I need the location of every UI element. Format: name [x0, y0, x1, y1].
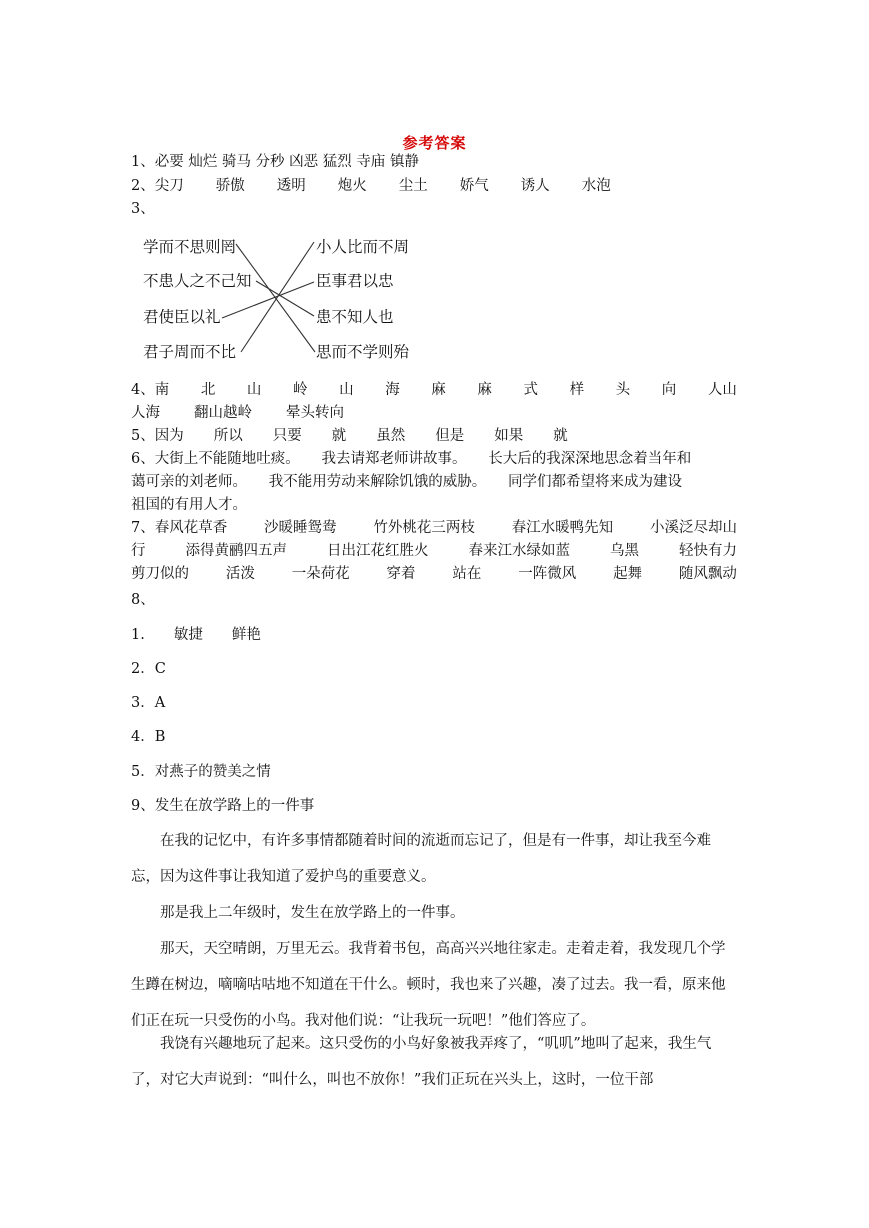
answer-8-item: 5．对燕子的赞美之情 [131, 764, 271, 780]
answer-7-item: 剪刀似的 [131, 566, 189, 582]
answer-9-title: 9、发生在放学路上的一件事 [131, 798, 315, 814]
answer-2-word: 诱人 [520, 178, 550, 194]
answer-5-word: 所以 [213, 428, 243, 444]
matching-right-item: 小人比而不周 [316, 238, 410, 256]
answer-4-word: 麻 [431, 382, 446, 398]
answer-4-word: 麻 [477, 382, 492, 398]
answer-7-item: 一阵微风 [518, 566, 577, 582]
answer-8-item: 3．A [131, 695, 166, 711]
answer-7-item: 小溪泛尽却山 [649, 520, 737, 536]
answer-4-word: 人海 [131, 405, 160, 421]
answer-5-word: 只要 [272, 428, 302, 444]
answer-5 [131, 426, 568, 446]
answer-7-item: 日出江花红胜火 [327, 543, 429, 559]
answer-5-word: 如果 [494, 428, 524, 444]
answer-4-word: 山 [339, 382, 354, 398]
answer-2-word: 炮火 [337, 178, 367, 194]
answer-7-row-2 [131, 541, 737, 561]
answer-4-word: 人山 [707, 382, 737, 398]
answer-4-row-2 [131, 403, 344, 423]
answer-4-word: 头 [615, 382, 631, 398]
answer-4-word: 翻山越岭 [194, 405, 252, 421]
answer-7-row-1 [131, 518, 737, 538]
answer-7-item: 春来江水绿如蓝 [468, 543, 570, 559]
answer-8-item: 2．C [131, 661, 166, 677]
matching-line [236, 244, 315, 352]
answer-7-item: 乌黑 [610, 543, 639, 559]
answer-8-item: 1. 敏捷 鲜艳 [131, 627, 261, 643]
answer-6-line: 6、大街上不能随地吐痰。 我去请郑老师讲故事。 长大后的我深深地思念着当年和 [131, 451, 692, 467]
answer-8-label: 8、 [131, 592, 155, 608]
answer-2-word: 透明 [276, 178, 306, 194]
answer-7-item: 起舞 [613, 566, 643, 582]
essay-paragraph: 我饶有兴趣地玩了起来。这只受伤的小鸟好象被我弄疼了，“叽叽”地叫了起来，我生气了，对它大声说到：“叫什么，叫也不放你！”我们正玩在兴头上，这时，一位干部 [131, 1036, 712, 1088]
answer-6-line: 蔼可亲的刘老师。 我不能用劳动来解除饥饿的威胁。 同学们都希望将来成为建设 [131, 474, 682, 490]
answer-2 [131, 176, 611, 196]
matching-left-item: 学而不思则罔 [143, 238, 237, 256]
answer-4-word: 晕头转向 [286, 405, 344, 421]
answer-8-item: 4．B [131, 729, 166, 745]
answer-5-word: 但是 [435, 428, 465, 444]
answer-4-word: 式 [523, 382, 538, 398]
answer-7-item: 一朵荷花 [291, 566, 350, 582]
essay-paragraph: 在我的记忆中，有许多事情都随着时间的流逝而忘记了，但是有一件事，却让我至今难忘，因为这件事让我知道了爱护鸟的重要意义。 [131, 833, 711, 885]
answer-4-word: 向 [661, 382, 677, 398]
answer-7-item: 穿着 [386, 566, 416, 582]
matching-left-item: 不患人之不己知 [143, 272, 252, 290]
answer-5-word: 就 [553, 428, 568, 444]
answer-7-item: 竹外桃花三两枝 [373, 520, 475, 536]
answer-3-label: 3、 [131, 201, 155, 217]
matching-right-item: 思而不学则殆 [316, 343, 410, 361]
matching-right-item: 患不知人也 [316, 308, 394, 326]
answer-4-word: 岭 [293, 382, 308, 398]
answer-7-item: 随风飘动 [678, 566, 737, 582]
matching-left-item: 君使臣以礼 [143, 308, 221, 326]
answer-4-word: 海 [385, 382, 400, 398]
matching-left-item: 君子周而不比 [143, 343, 237, 361]
answer-4-word: 样 [569, 382, 585, 398]
answer-7-item: 沙暖睡鸳鸯 [264, 520, 337, 536]
answer-7-item: 活泼 [225, 566, 255, 582]
essay-paragraph: 那是我上二年级时，发生在放学路上的一件事。 [160, 905, 465, 921]
answer-7-item: 7、春风花草香 [131, 520, 228, 536]
answer-4-word: 4、南 [131, 382, 170, 398]
matching-right-item: 臣事君以忠 [316, 272, 394, 290]
answer-2-word: 2、尖刀 [131, 178, 184, 194]
answer-2-word: 娇气 [459, 178, 489, 194]
page-title: 参考答案 [402, 134, 467, 152]
answer-2-word: 骄傲 [215, 178, 245, 194]
answer-7-item: 轻快有力 [679, 543, 737, 559]
answer-4-row-1 [131, 380, 737, 400]
answer-1: 1、必要 灿烂 骑马 分秒 凶恶 猛烈 寺庙 镇静 [131, 154, 419, 170]
essay-paragraph: 那天，天空晴朗，万里无云。我背着书包，高高兴兴地往家走。走着走着，我发现几个学生蹲在树边，嘀嘀咕咕地不知道在干什么。顿时，我也来了兴趣，凑了过去。我一看，原来他们正在玩一只受伤的小鸟。我对他们说：“让我玩一玩吧！”他们答应了。 [131, 941, 726, 1029]
answer-5-word: 虽然 [376, 428, 406, 444]
answer-7-item: 春江水暖鸭先知 [511, 520, 614, 536]
answer-5-word: 5、因为 [131, 428, 184, 444]
answer-7-item: 添得黄鹂四五声 [185, 543, 287, 559]
answer-4-word: 北 [200, 382, 216, 398]
answer-7-item: 行 [131, 543, 146, 559]
answer-7-item: 站在 [452, 566, 482, 582]
answer-4-word: 山 [246, 382, 262, 398]
answer-5-word: 就 [331, 428, 347, 444]
answer-2-word: 尘土 [398, 178, 428, 194]
answer-7-row-3 [131, 564, 737, 584]
matching-lines [222, 242, 315, 352]
answer-2-word: 水泡 [581, 178, 611, 194]
matching-diagram [140, 228, 440, 368]
answer-6-line: 祖国的有用人才。 [131, 497, 247, 513]
